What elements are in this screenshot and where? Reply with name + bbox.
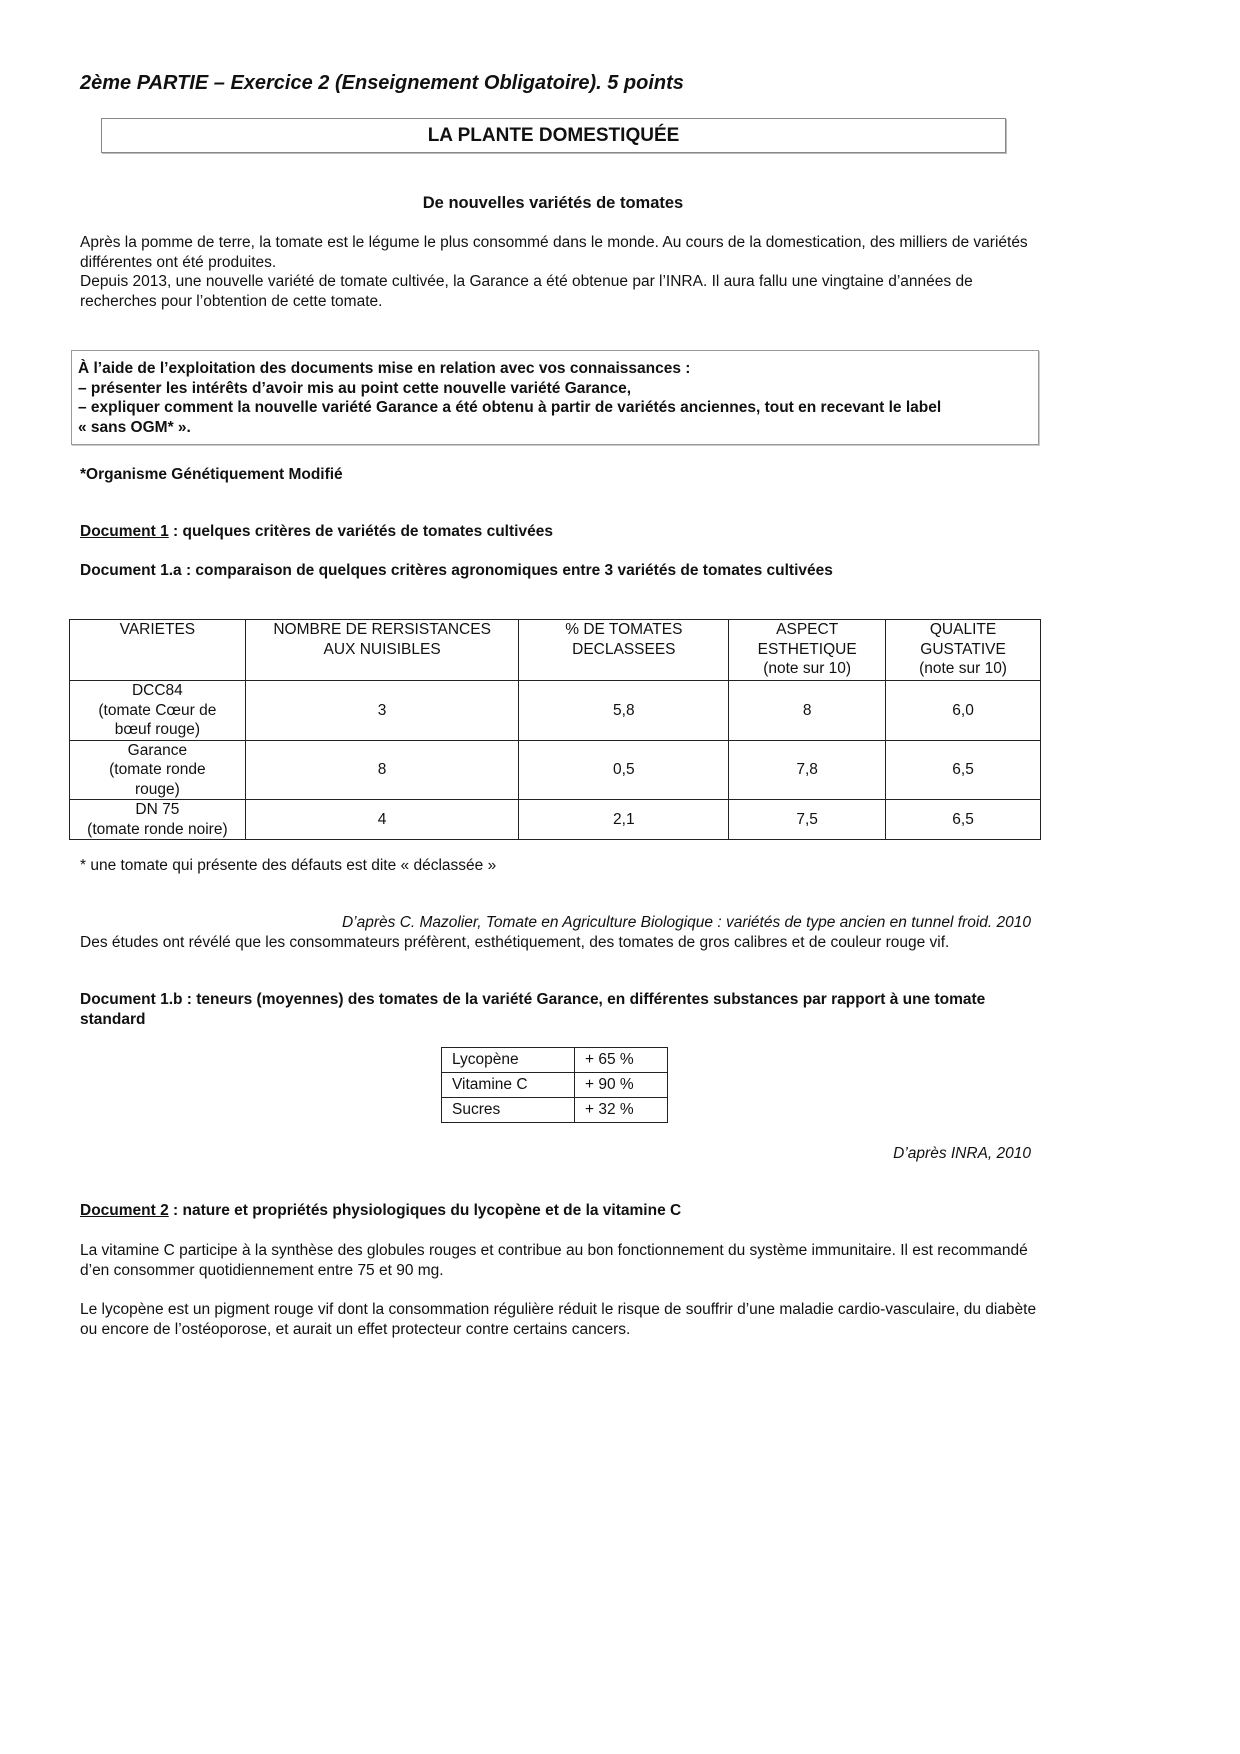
task-line: – expliquer comment la nouvelle variété Garance a été obtenu à partir de variétés anciennes, tout en recevant le label <box>78 399 942 416</box>
table-row <box>442 1098 668 1123</box>
header-declassees: % DE TOMATES DECLASSEES <box>519 620 729 681</box>
header-varietes: VARIETES <box>70 620 246 681</box>
intro-paragraph-2: Depuis 2013, une nouvelle variété de tomate cultivée, la Garance a été obtenue par l’INRA. Il aura fallu une vingtaine d’années de recherches pour l’obtention de cette tomate. <box>80 273 973 310</box>
aspect-cell: 7,8 <box>729 740 886 800</box>
variety-cell: DN 75 (tomate ronde noire) <box>70 800 246 840</box>
table-footnote: * une tomate qui présente des défauts est dite « déclassée » <box>80 857 497 874</box>
lycopene-paragraph: Le lycopène est un pigment rouge vif dont la consommation régulière réduit le risque de souffrir d’une maladie cardio-vasculaire, du diabète ou encore de l’ostéoporose, et aurait un effet protecteur contre certains cancers. <box>80 1301 1037 1338</box>
document-1b-heading: Document 1.b : teneurs (moyennes) des tomates de la variété Garance, en différentes substances par rapport à une tomate standard <box>80 991 986 1028</box>
substance-value: + 65 % <box>575 1048 668 1073</box>
aspect-cell: 8 <box>729 681 886 741</box>
subtitle: De nouvelles variétés de tomates <box>422 194 684 212</box>
substances-table <box>441 1047 668 1123</box>
task-line: – présenter les intérêts d’avoir mis au point cette nouvelle variété Garance, <box>78 379 632 397</box>
resistances-cell: 4 <box>245 800 519 840</box>
resistances-cell: 8 <box>245 740 519 800</box>
document-1-label: Document 1 <box>80 523 169 540</box>
variety-cell: Garance (tomate ronde rouge) <box>70 740 246 800</box>
table-row <box>70 740 1041 800</box>
task-line: « sans OGM* ». <box>78 418 191 436</box>
intro-paragraph-1: Après la pomme de terre, la tomate est le légume le plus consommé dans le monde. Au cours de la domestication, des milliers de variétés différentes ont été produites. <box>80 234 1028 271</box>
declassees-cell: 0,5 <box>519 740 729 800</box>
resistances-cell: 3 <box>245 681 519 741</box>
task-line: À l’aide de l’exploitation des documents mise en relation avec vos connaissances : <box>78 360 691 377</box>
variety-cell: DCC84 (tomate Cœur de bœuf rouge) <box>70 681 246 741</box>
table-row <box>442 1073 668 1098</box>
table-row <box>70 681 1041 741</box>
document-2-heading <box>80 1202 681 1220</box>
part-heading: 2ème PARTIE – Exercice 2 (Enseignement Obligatoire). 5 points <box>80 72 684 94</box>
varieties-table <box>69 619 1041 840</box>
substance-value: + 32 % <box>575 1098 668 1123</box>
task-box <box>71 350 1039 445</box>
qualite-cell: 6,5 <box>886 740 1041 800</box>
substance-name: Vitamine C <box>442 1073 575 1098</box>
substance-name: Sucres <box>442 1098 575 1123</box>
header-resistances: NOMBRE DE RERSISTANCES AUX NUISIBLES <box>245 620 519 681</box>
substance-value: + 90 % <box>575 1073 668 1098</box>
qualite-cell: 6,5 <box>886 800 1041 840</box>
document-1-title: : quelques critères de variétés de tomates cultivées <box>168 523 553 540</box>
source-citation: D’après INRA, 2010 <box>893 1145 1031 1162</box>
table-row <box>70 800 1041 840</box>
document-1-heading <box>80 523 553 541</box>
document-2-label: Document 2 <box>80 1202 169 1219</box>
source-citation: D’après C. Mazolier, Tomate en Agriculture Biologique : variétés de type ancien en tunnel froid. 2010 <box>341 914 1031 931</box>
document-2-title: : nature et propriétés physiologiques du lycopène et de la vitamine C <box>168 1202 682 1219</box>
header-aspect: ASPECT ESTHETIQUE (note sur 10) <box>729 620 886 681</box>
header-qualite: QUALITE GUSTATIVE (note sur 10) <box>886 620 1041 681</box>
document-1a-heading: Document 1.a : comparaison de quelques critères agronomiques entre 3 variétés de tomates cultivées <box>80 562 833 579</box>
substance-name: Lycopène <box>442 1048 575 1073</box>
vitamin-c-paragraph: La vitamine C participe à la synthèse des globules rouges et contribue au bon fonctionnement du système immunitaire. Il est recommandé d’en consommer quotidiennement entre 75 et 90 mg. <box>80 1242 1028 1279</box>
table-header-row <box>70 620 1041 681</box>
ogm-footnote: *Organisme Génétiquement Modifié <box>80 466 343 483</box>
qualite-cell: 6,0 <box>886 681 1041 741</box>
declassees-cell: 5,8 <box>519 681 729 741</box>
consumer-note: Des études ont révélé que les consommateurs préfèrent, esthétiquement, des tomates de gros calibres et de couleur rouge vif. <box>80 934 950 951</box>
declassees-cell: 2,1 <box>519 800 729 840</box>
table-row <box>442 1048 668 1073</box>
aspect-cell: 7,5 <box>729 800 886 840</box>
main-title: LA PLANTE DOMESTIQUÉE <box>101 118 1006 153</box>
